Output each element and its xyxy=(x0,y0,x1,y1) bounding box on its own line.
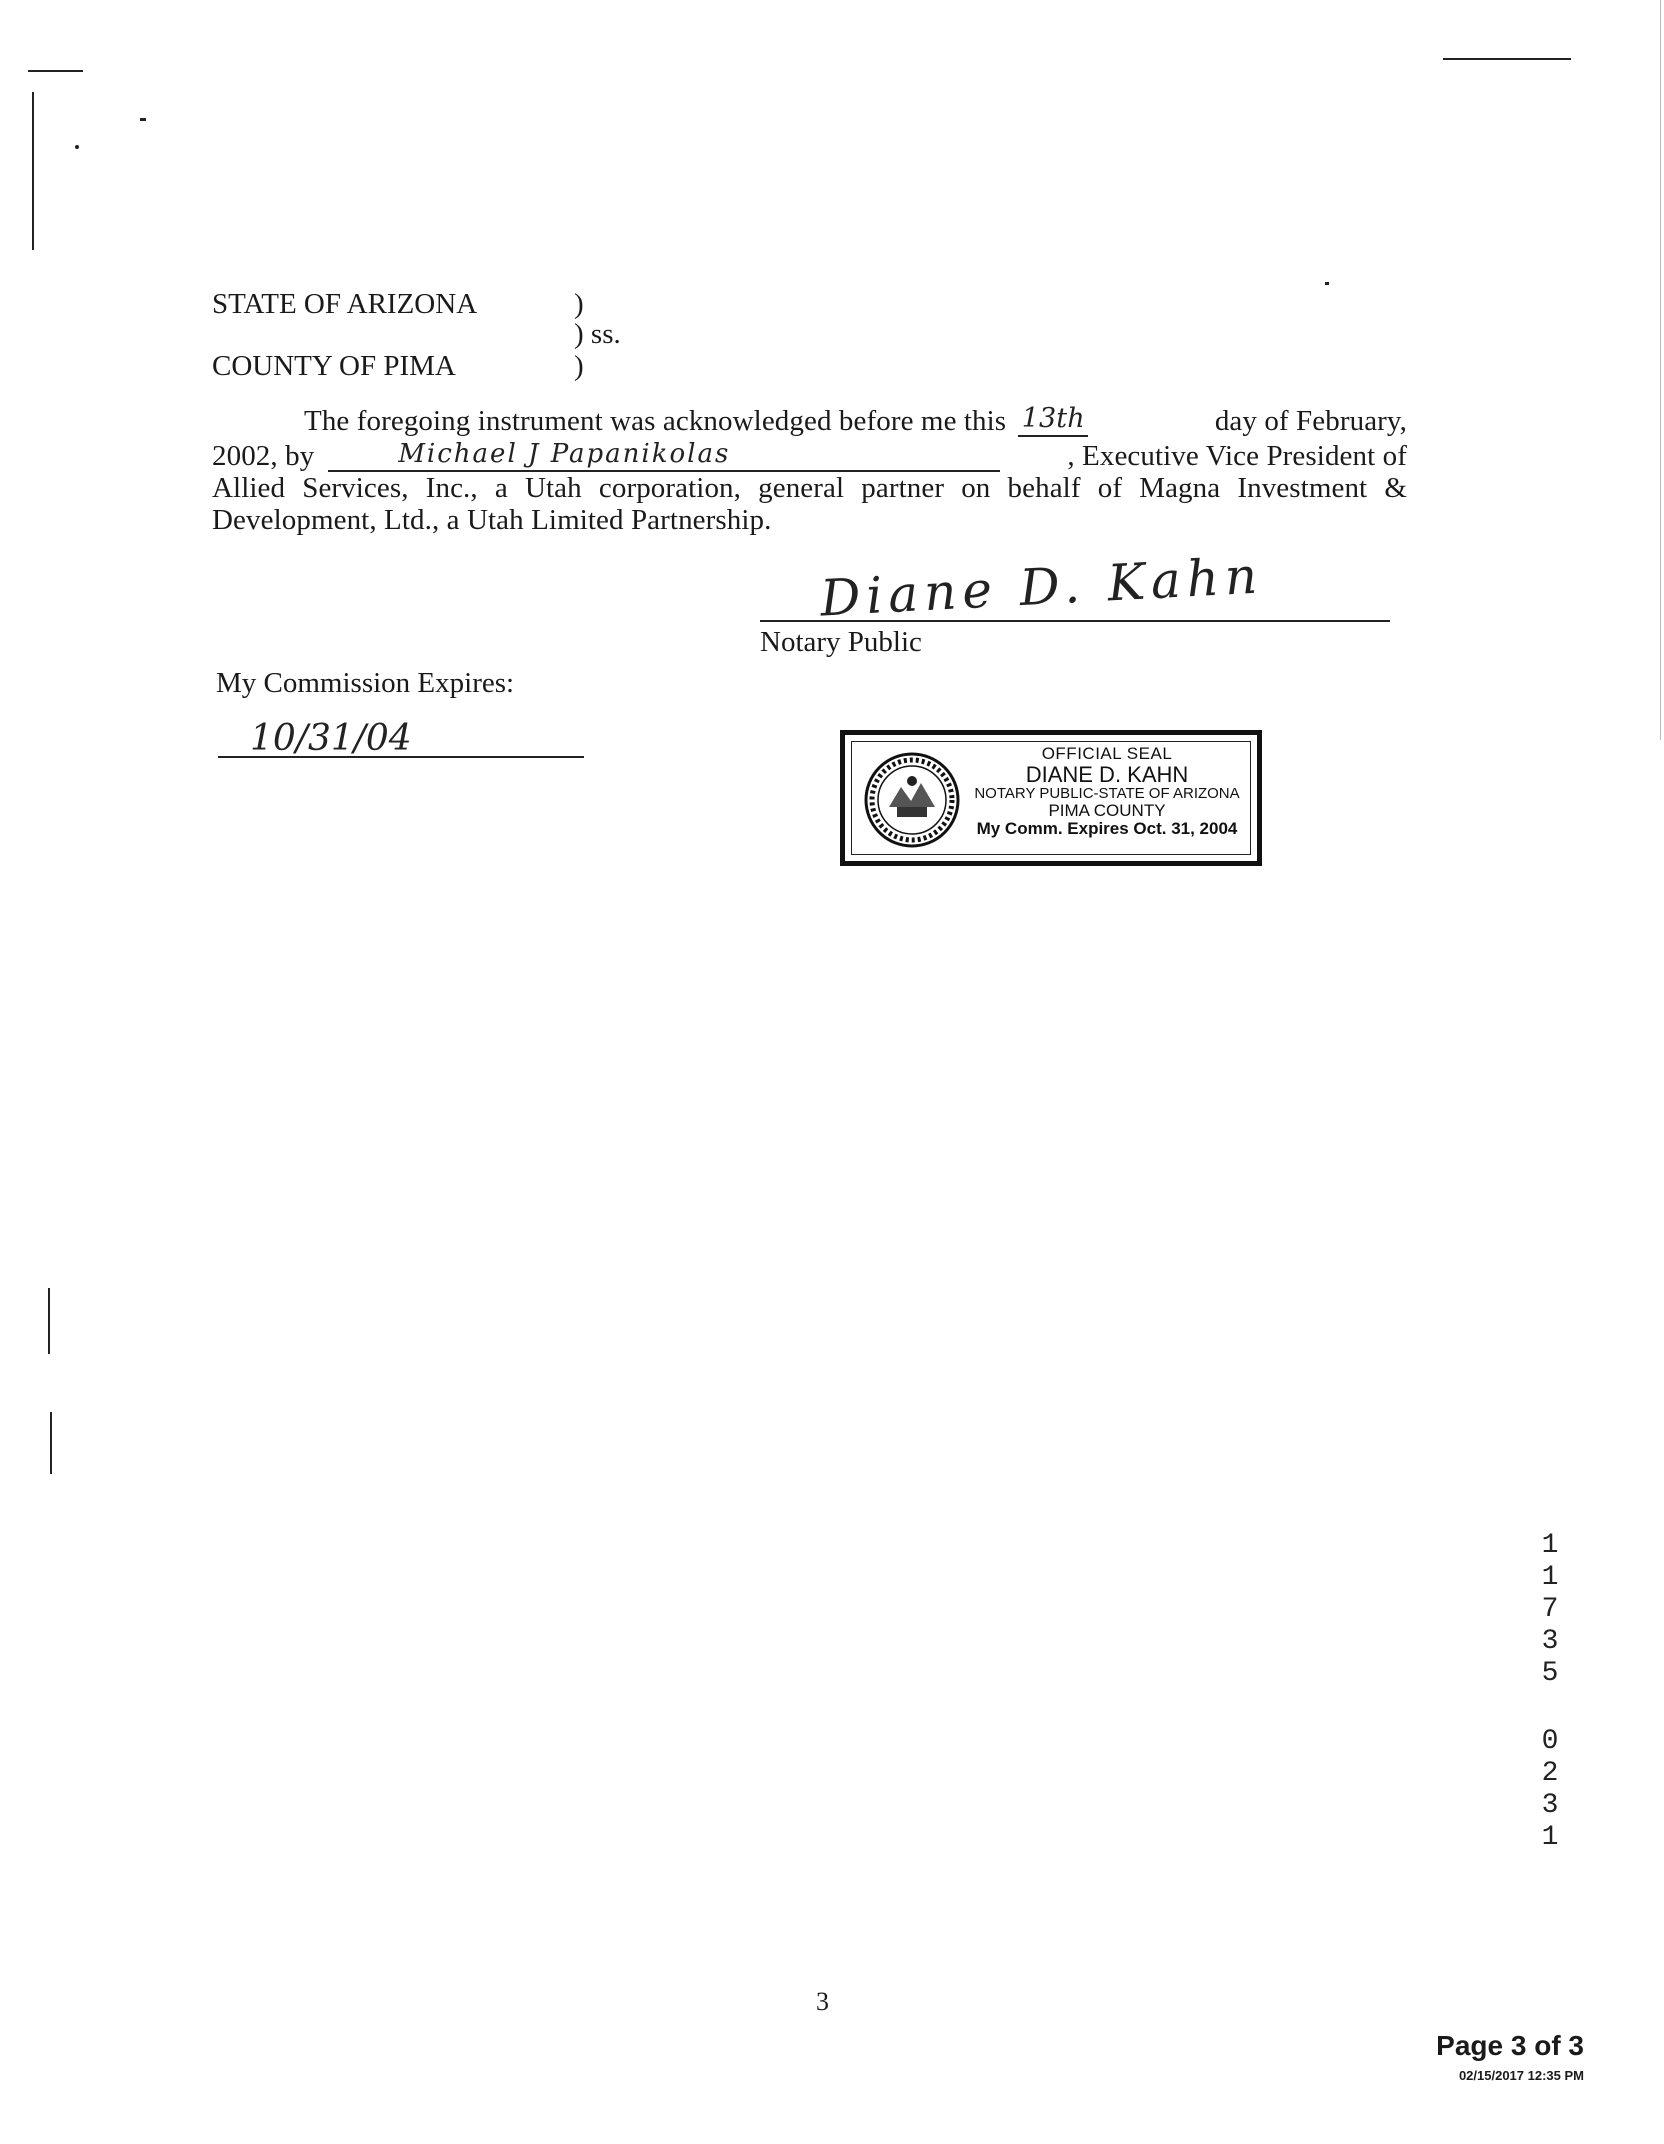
acknowledgment-paragraph xyxy=(212,402,1407,536)
seal-expiration: My Comm. Expires Oct. 31, 2004 xyxy=(976,818,1238,838)
stamp-digit: 3 xyxy=(1541,1790,1559,1821)
ack-line-1 xyxy=(212,402,1407,437)
stamp-digit: 7 xyxy=(1541,1594,1559,1625)
ack-text-before-date: The foregoing instrument was acknowledged before me this xyxy=(304,405,1007,437)
official-notary-seal xyxy=(840,730,1262,866)
venue-paren-bottom: ) xyxy=(574,350,584,382)
stamp-digit: 1 xyxy=(1541,1822,1559,1853)
scan-dot xyxy=(140,118,146,121)
state-heading: STATE OF ARIZONA xyxy=(212,288,478,320)
day-blank xyxy=(1018,402,1088,437)
scan-mark-top-right xyxy=(1443,58,1571,60)
seal-text-block xyxy=(965,745,1249,837)
signer-blank xyxy=(328,437,1000,472)
page-number: 3 xyxy=(816,1987,829,2016)
ack-role: , Executive Vice President of xyxy=(1067,440,1407,472)
seal-official-seal: OFFICIAL SEAL xyxy=(1041,744,1173,763)
seal-county: PIMA COUNTY xyxy=(1048,800,1166,820)
signer-handwritten: Michael J Papanikolas xyxy=(398,439,731,469)
page-of-label: Page 3 of 3 xyxy=(1436,2030,1584,2061)
county-heading: COUNTY OF PIMA xyxy=(212,350,456,382)
ack-line-2 xyxy=(212,437,1407,472)
stamp-digit: 3 xyxy=(1541,1626,1559,1657)
ack-year-by: 2002, by xyxy=(212,440,315,472)
venue-ss: ) ss. xyxy=(574,318,621,350)
venue-paren-top: ) xyxy=(574,288,584,320)
arizona-state-seal-icon xyxy=(863,751,961,849)
notary-signature: Diane D. Kahn xyxy=(818,546,1265,628)
stamp-digit: 1 xyxy=(1541,1530,1559,1561)
scan-mark-left-bar-2 xyxy=(48,1288,50,1354)
commission-label: My Commission Expires: xyxy=(216,667,515,699)
scan-dot xyxy=(75,145,79,149)
ack-text-after-date: day of February, xyxy=(1214,405,1407,437)
day-handwritten: 13th xyxy=(1021,403,1085,434)
stamp-digit: 0 xyxy=(1541,1726,1559,1757)
print-timestamp: 02/15/2017 12:35 PM xyxy=(1458,2068,1584,2083)
stamp-digit: 5 xyxy=(1541,1658,1559,1689)
scan-mark-left-bar-3 xyxy=(50,1412,52,1474)
seal-notary-title: NOTARY PUBLIC-STATE OF ARIZONA xyxy=(974,784,1240,802)
scan-dot xyxy=(1325,282,1329,285)
commission-date-handwritten: 10/31/04 xyxy=(250,718,412,759)
stamp-digit: 1 xyxy=(1541,1562,1559,1593)
scan-mark-left-bar xyxy=(32,92,34,250)
ack-line-4: Development, Ltd., a Utah Limited Partnership. xyxy=(212,504,772,536)
scan-mark-right-edge xyxy=(1660,0,1661,740)
ack-line-3: Allied Services, Inc., a Utah corporation, general partner on behalf of Magna Investment & xyxy=(212,472,1407,504)
notary-public-label: Notary Public xyxy=(760,626,922,658)
stamp-digit: 2 xyxy=(1541,1758,1559,1789)
scan-mark-top-left xyxy=(28,70,83,72)
seal-notary-name: DIANE D. KAHN xyxy=(1025,761,1189,787)
